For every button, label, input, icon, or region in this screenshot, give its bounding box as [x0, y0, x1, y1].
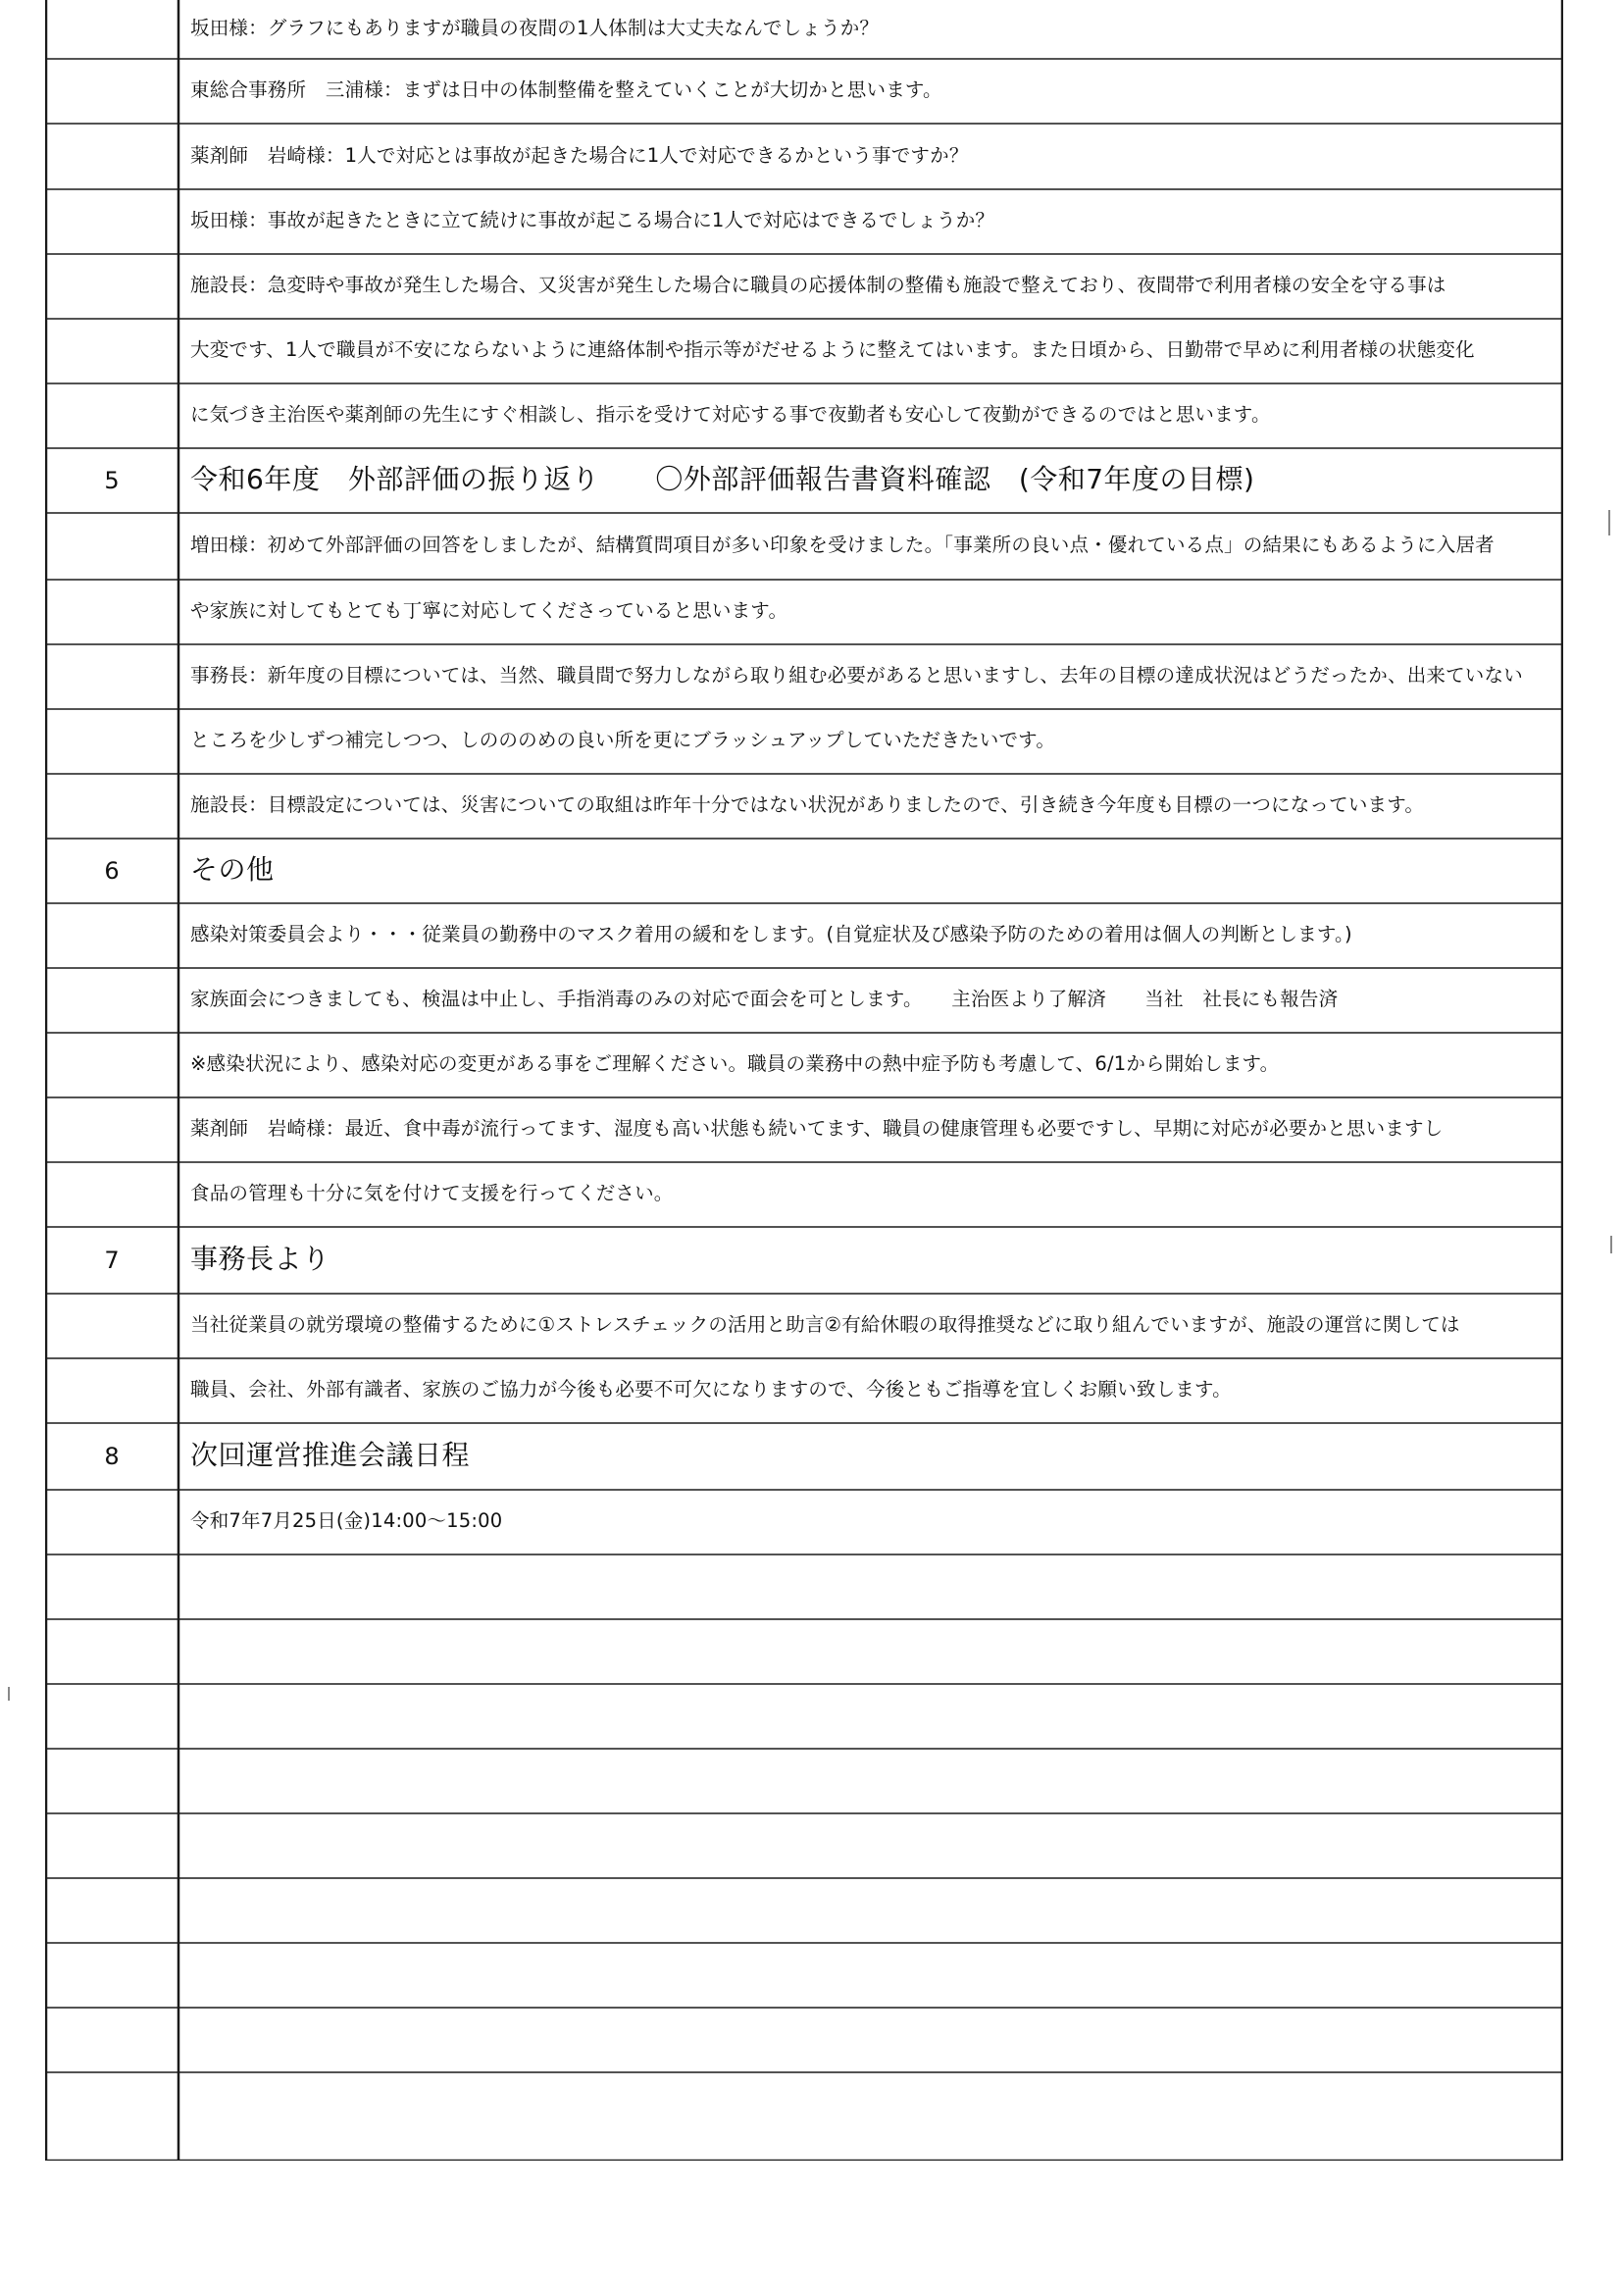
minutes-line: 増田様：初めて外部評価の回答をしましたが、結構質問項目が多い印象を受けました。「事業所の良い点・優れている点」の結果にもあるように入居者: [190, 534, 1495, 556]
scan-speck: [8, 1687, 10, 1701]
minutes-line: 令和7年7月25日(金)14:00～15:00: [190, 1509, 503, 1532]
minutes-line: に気づき主治医や薬剤師の先生にすぐ相談し、指示を受けて対応する事で夜勤者も安心して夜勤ができるのではと思います。: [190, 403, 1271, 426]
table-grid: [45, 0, 1563, 2161]
agenda-heading: 事務長より: [190, 1243, 330, 1275]
minutes-line: 家族面会につきましても、検温は中止し、手指消毒のみの対応で面会を可とします。 主治医より了解済 当社 社長にも報告済: [190, 988, 1339, 1010]
minutes-line: や家族に対してもとても丁寧に対応してくださっていると思います。: [190, 599, 788, 622]
minutes-line: 東総合事務所 三浦様：まずは日中の体制整備を整えていくことが大切かと思います。: [190, 78, 942, 101]
minutes-line: 食品の管理も十分に気を付けて支援を行ってください。: [190, 1182, 674, 1204]
minutes-line: 施設長：急変時や事故が発生した場合、又災害が発生した場合に職員の応援体制の整備も施設で整えており、夜間帯で利用者様の安全を守る事は: [190, 274, 1446, 296]
minutes-line: 大変です、1人で職員が不安にならないように連絡体制や指示等がだせるように整えてはいます。また日頃から、日勤帯で早めに利用者様の状態変化: [190, 338, 1475, 361]
minutes-line: 事務長：新年度の目標については、当然、職員間で努力しながら取り組む必要があると思いますし、去年の目標の達成状況はどうだったか、出来ていない: [190, 664, 1523, 687]
minutes-line: 当社従業員の就労環境の整備するために①ストレスチェックの活用と助言②有給休暇の取得推奨などに取り組んでいますが、施設の運営に関しては: [190, 1313, 1460, 1336]
agenda-heading: その他: [190, 853, 275, 886]
scan-speck: [1608, 510, 1610, 535]
minutes-line: 坂田様：グラフにもありますが職員の夜間の1人体制は大丈夫なんでしょうか？: [190, 17, 880, 39]
minutes-line: 施設長：目標設定については、災害についての取組は昨年十分ではない状況がありましたので、引き続き今年度も目標の一つになっています。: [190, 793, 1425, 816]
minutes-line: 薬剤師 岩崎様：1人で対応とは事故が起きた場合に1人で対応できるかという事ですか？: [190, 143, 969, 167]
item-number: 6: [104, 857, 120, 885]
minutes-line: 職員、会社、外部有識者、家族のご協力が今後も必要不可欠になりますので、今後ともご指導を宜しくお願い致します。: [190, 1378, 1232, 1401]
minutes-sheet: [45, 0, 1563, 2161]
minutes-line: 感染対策委員会より・・・従業員の勤務中のマスク着用の緩和をします。(自覚症状及び感染予防のための着用は個人の判断とします。): [190, 923, 1352, 945]
minutes-line: ところを少しずつ補完しつつ、しのののめの良い所を更にブラッシュアップしていただきたいです。: [190, 729, 1056, 751]
agenda-heading: 次回運営推進会議日程: [190, 1439, 471, 1471]
item-number: 5: [104, 467, 120, 494]
minutes-line: 薬剤師 岩崎様：最近、食中毒が流行ってます、湿度も高い状態も続いてます、職員の健康管理も必要ですし、早期に対応が必要かと思いますし: [190, 1117, 1444, 1140]
item-number: 8: [104, 1443, 120, 1470]
agenda-heading: 令和6年度 外部評価の振り返り 〇外部評価報告書資料確認 (令和7年度の目標): [190, 463, 1255, 495]
minutes-line: ※感染状況により、感染対応の変更がある事をご理解ください。職員の業務中の熱中症予防も考慮して、6/1から開始します。: [190, 1052, 1280, 1075]
minutes-line: 坂田様：事故が起きたときに立て続けに事故が起こる場合に1人で対応はできるでしょうか？: [190, 209, 995, 231]
item-number: 7: [104, 1247, 120, 1274]
scan-speck: [1610, 1236, 1612, 1253]
